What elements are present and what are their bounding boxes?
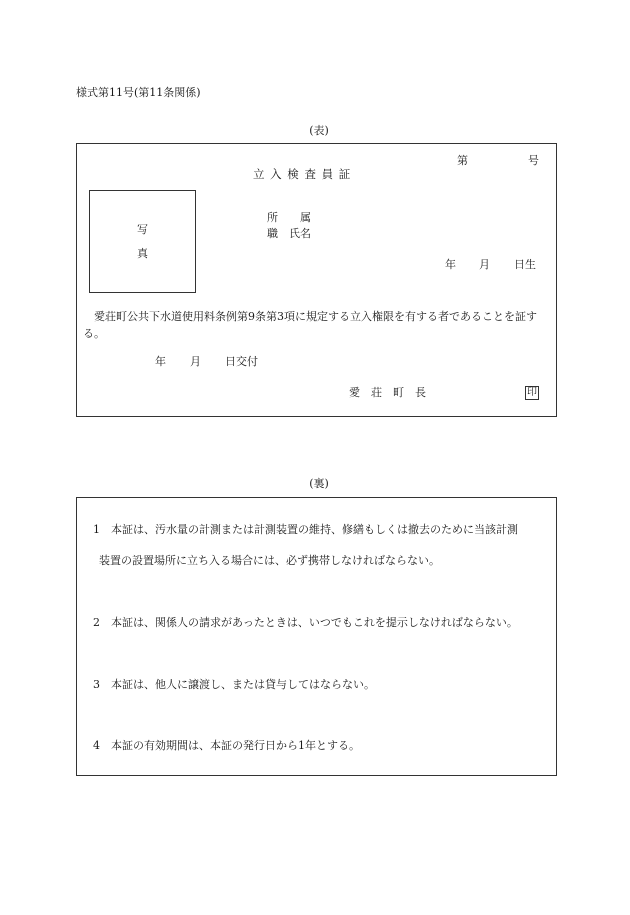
card-back — [76, 497, 557, 776]
issuer: 愛 荘 町 長 — [349, 386, 426, 399]
certification-statement: 愛荘町公共下水道使用料条例第9条第3項に規定する立入権限を有する者であることを証する。 — [83, 310, 537, 340]
clause-text: 本証は、汚水量の計測または計測装置の維持、修繕もしくは撤去のために当該計測 — [111, 523, 518, 536]
serial-suffix: 号 — [528, 154, 539, 167]
clause-number: 2 — [93, 616, 100, 629]
birth-day: 日生 — [514, 258, 536, 271]
form-number: 様式第11号(第11条関係) — [76, 86, 201, 99]
clause-4 — [93, 740, 360, 751]
card-front — [76, 143, 557, 417]
seal-box: 印 — [527, 387, 537, 398]
clause-number: 1 — [93, 523, 100, 536]
name-label: 職 氏名 — [267, 227, 311, 240]
clause-text: 本証の有効期間は、本証の発行日から1年とする。 — [111, 739, 360, 752]
clause-3 — [93, 679, 375, 690]
clause-number: 4 — [93, 739, 100, 752]
issue-month: 月 — [190, 355, 201, 368]
card-title: 立 入 検 査 員 証 — [253, 167, 352, 181]
photo-label-1: 写 — [137, 223, 148, 236]
issue-year: 年 — [155, 355, 166, 368]
affiliation-label: 所 属 — [267, 211, 311, 224]
clause-1-continuation: 装置の設置場所に立ち入る場合には、必ず携帯しなければならない。 — [99, 554, 440, 567]
serial-prefix: 第 — [457, 154, 468, 167]
photo-label-2: 真 — [137, 247, 148, 260]
back-side-label: (裏) — [309, 477, 329, 490]
birth-year: 年 — [445, 258, 456, 271]
photo-box — [89, 190, 196, 293]
clause-text: 本証は、他人に譲渡し、または貸与してはならない。 — [111, 678, 375, 691]
clause-text: 本証は、関係人の請求があったときは、いつでもこれを提示しなければならない。 — [111, 616, 518, 629]
front-side-label: (表) — [309, 124, 329, 137]
issue-day: 日交付 — [225, 355, 258, 368]
clause-number: 3 — [93, 678, 100, 691]
birth-month: 月 — [479, 258, 490, 271]
clause-1 — [93, 524, 518, 535]
clause-2 — [93, 617, 518, 628]
